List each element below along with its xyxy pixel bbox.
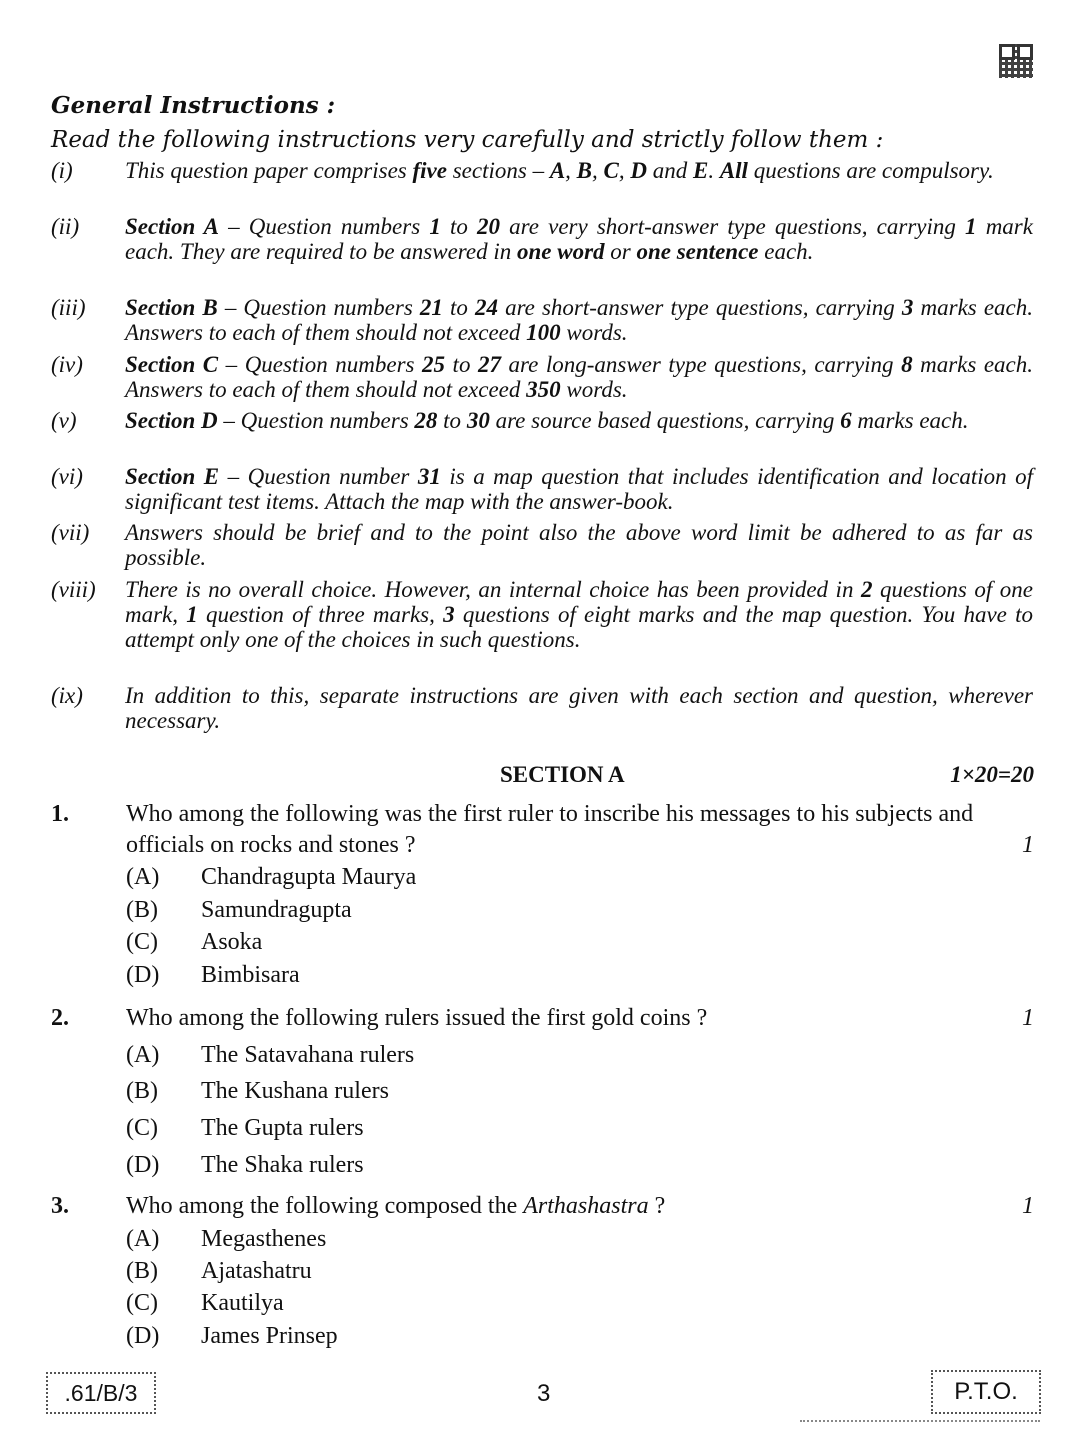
instruction-text: Section C – Question numbers 25 to 27 are long-answer type questions, carrying 8 marks each. Answers to each of them should not exceed 350 words. xyxy=(125,352,1034,402)
instruction-text: In addition to this, separate instructions are given with each section and question, wherever necessary. xyxy=(125,683,1033,733)
instruction-item xyxy=(51,408,1033,433)
instruction-num: (vii) xyxy=(51,520,90,545)
instruction-num: (ix) xyxy=(51,683,83,708)
instruction-num: (i) xyxy=(51,158,73,183)
instruction-item xyxy=(51,295,1033,345)
option-text: Megasthenes xyxy=(201,1226,327,1252)
question-2 xyxy=(51,1003,1034,1034)
option-label: (A) xyxy=(126,1226,160,1252)
question-number: 1. xyxy=(51,801,69,827)
book-title: Arthashastra xyxy=(523,1193,649,1219)
instruction-item xyxy=(51,577,1033,652)
paper-code: .61/B/3 xyxy=(46,1372,156,1414)
question-text-part: ? xyxy=(648,1193,666,1219)
option-label: (B) xyxy=(126,1258,158,1284)
option-label: (C) xyxy=(126,1290,158,1316)
question-text xyxy=(126,1191,994,1222)
option-text: Ajatashatru xyxy=(201,1258,312,1284)
section-marks: 1×20=20 xyxy=(950,762,1034,787)
instruction-text: This question paper comprises five sections – A, B, C, D and E. All questions are compulsory. xyxy=(125,158,994,183)
instruction-num: (viii) xyxy=(51,577,96,602)
qr-code-icon xyxy=(999,44,1033,78)
option-label: (D) xyxy=(126,1152,160,1178)
question-mark: 1 xyxy=(1022,1005,1034,1031)
question-1 xyxy=(51,799,1034,861)
instruction-text: There is no overall choice. However, an internal choice has been provided in 2 questions of one mark, 1 question of three marks, 3 questions of eight marks and the map question. You have to attempt only one of the choices in such questions. xyxy=(125,577,1033,652)
page-number: 3 xyxy=(537,1380,551,1407)
instruction-item xyxy=(51,352,1033,402)
divider xyxy=(800,1420,1040,1422)
question-3 xyxy=(51,1191,1034,1222)
instructions-intro: Read the following instructions very carefully and strictly follow them : xyxy=(51,127,884,153)
instruction-text: Section B – Question numbers 21 to 24 are short-answer type questions, carrying 3 marks each. Answers to each of them should not exceed 100 words. xyxy=(125,295,1034,345)
instruction-num: (vi) xyxy=(51,464,83,489)
question-mark: 1 xyxy=(1022,1193,1034,1219)
option-text: The Gupta rulers xyxy=(201,1115,364,1141)
instruction-text: Answers should be brief and to the point also the above word limit be adhered to as far as possible. xyxy=(125,520,1033,570)
option-label: (A) xyxy=(126,1042,160,1068)
option-text: Samundragupta xyxy=(201,897,352,923)
instruction-text: Section D – Question numbers 28 to 30 are source based questions, carrying 6 marks each. xyxy=(125,408,969,433)
instruction-num: (ii) xyxy=(51,214,80,239)
option-text: The Shaka rulers xyxy=(201,1152,364,1178)
pto-label: P.T.O. xyxy=(931,1370,1041,1414)
instructions-heading: General Instructions : xyxy=(51,92,336,119)
question-mark: 1 xyxy=(1022,832,1034,858)
option-label: (D) xyxy=(126,1323,160,1349)
instruction-num: (v) xyxy=(51,408,77,433)
instruction-item xyxy=(51,158,1033,183)
section-title: SECTION A xyxy=(500,762,625,787)
option-text: James Prinsep xyxy=(201,1323,338,1349)
question-text-part: Who among the following composed the xyxy=(126,1193,524,1219)
instruction-item xyxy=(51,464,1033,514)
option-text: Chandragupta Maurya xyxy=(201,864,417,890)
instruction-item xyxy=(51,683,1033,733)
instruction-item xyxy=(51,520,1033,570)
option-label: (B) xyxy=(126,1078,158,1104)
option-label: (C) xyxy=(126,1115,158,1141)
instruction-num: (iv) xyxy=(51,352,83,377)
question-number: 2. xyxy=(51,1005,69,1031)
option-text: The Satavahana rulers xyxy=(201,1042,415,1068)
instruction-text: Section A – Question numbers 1 to 20 are very short-answer type questions, carrying 1 mark each. They are required to be answered in one word or one sentence each. xyxy=(125,214,1033,264)
option-label: (B) xyxy=(126,897,158,923)
instruction-num: (iii) xyxy=(51,295,86,320)
instruction-item xyxy=(51,214,1033,264)
option-text: The Kushana rulers xyxy=(201,1078,389,1104)
option-text: Kautilya xyxy=(201,1290,284,1316)
question-text: Who among the following was the first ruler to inscribe his messages to his subjects and officials on rocks and stones ? xyxy=(126,801,974,858)
question-text: Who among the following rulers issued the first gold coins ? xyxy=(126,1005,708,1031)
option-text: Bimbisara xyxy=(201,962,300,988)
option-label: (A) xyxy=(126,864,160,890)
option-label: (D) xyxy=(126,962,160,988)
option-label: (C) xyxy=(126,929,158,955)
option-text: Asoka xyxy=(201,929,263,955)
question-number: 3. xyxy=(51,1193,69,1219)
instruction-text: Section E – Question number 31 is a map question that includes identification and location of significant test items. Attach the map with the answer-book. xyxy=(125,464,1033,514)
